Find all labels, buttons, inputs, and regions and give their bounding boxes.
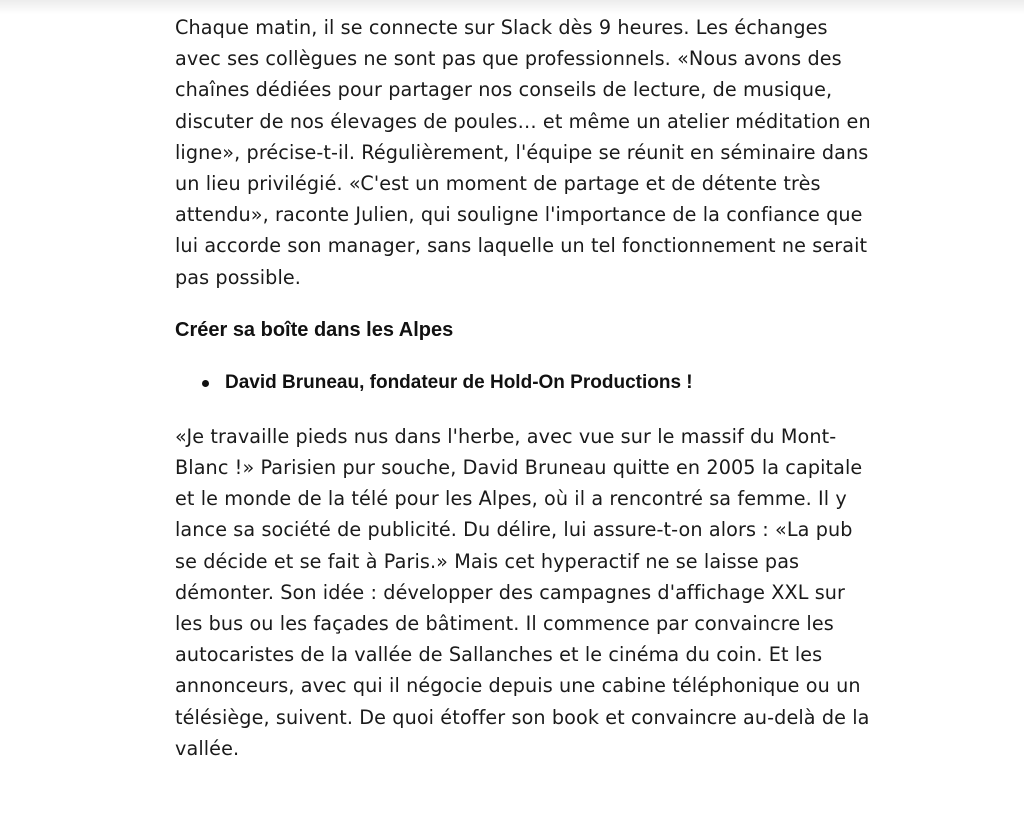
article-paragraph-david-bruneau: «Je travaille pieds nus dans l'herbe, avec vue sur le massif du Mont-Blanc !» Parisien pur souche, David Bruneau quitte en 2005 la capitale et le monde de la télé pour les Alpes, où il a rencontré sa femme. Il y lance sa société de publicité. Du délire, lui assure-t-on alors : «La pub se décide et se fait à Paris.» Mais cet hyperactif ne se laisse pas démonter. Son idée : développer des campagnes d'affichage XXL sur les bus ou les façades de bâtiment. Il commence par convaincre les autocaristes de la vallée de Sallanches et le cinéma du coin. Et les annonceurs, avec qui il négocie depuis une cabine téléphonique ou un télésiège, suivent. De quoi étoffer son book et convaincre au-delà de la vallée.	[175, 424, 870, 760]
bullet-item-david-bruneau	[175, 369, 875, 397]
bullet-dot-icon	[202, 380, 209, 387]
bullet-text: David Bruneau, fondateur de Hold-On Productions !	[225, 371, 693, 393]
article-body	[175, 12, 875, 764]
section-heading: Créer sa boîte dans les Alpes	[175, 318, 454, 341]
bullet-list	[175, 369, 875, 397]
article-paragraph-remote-work: Chaque matin, il se connecte sur Slack dès 9 heures. Les échanges avec ses collègues ne sont pas que professionnels. «Nous avons des chaînes dédiées pour partager nos conseils de lecture, de musique, discuter de nos élevages de poules… et même un atelier méditation en ligne», précise-t-il. Régulièrement, l'équipe se réunit en séminaire dans un lieu privilégié. «C'est un moment de partage et de détente très attendu», raconte Julien, qui souligne l'importance de la confiance que lui accorde son manager, sans laquelle un tel fonctionnement ne serait pas possible.	[175, 16, 871, 289]
